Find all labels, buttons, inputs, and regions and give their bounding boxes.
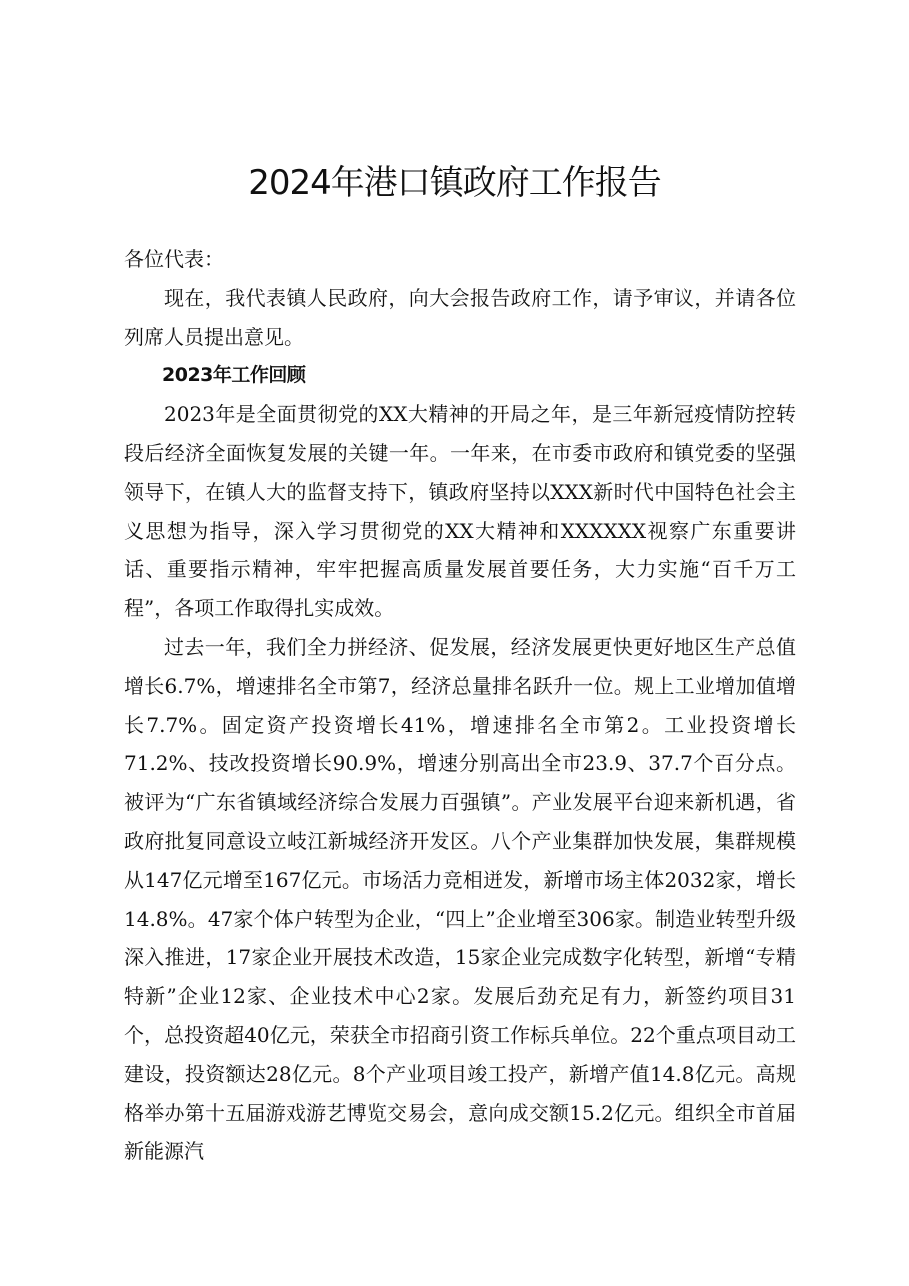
intro-paragraph: 现在，我代表镇人民政府，向大会报告政府工作，请予审议，并请各位列席人员提出意见。 (124, 285, 796, 349)
body-paragraph-2: 过去一年，我们全力拼经济、促发展，经济发展更快更好地区生产总值增长6.7%，增速排名全市第7，经济总量排名跃升一位。规上工业增加值增长7.7%。固定资产投资增长41%，增速排名全市第2。工业投资增长71.2%、技改投资增长90.9%，增速分别高出全市23.9、37.7个百分点。被评为“广东省镇域经济综合发展力百强镇”。产业发展平台迎来新机遇，省政府批复同意设立岐江新城经济开发区。八个产业集群加快发展，集群规模从147亿元增至167亿元。市场活力竞相迸发，新增市场主体2032家，增长14.8%。47家个体户转型为企业，“四上”企业增至306家。制造业转型升级深入推进，17家企业开展技术改造，15家企业完成数字化转型，新增“专精特新”企业12家、企业技术中心2家。发展后劲充足有力，新签约项目31个，总投资超40亿元，荣获全市招商引资工作标兵单位。22个重点项目动工建设，投资额达28亿元。8个产业项目竣工投产，新增产值14.8亿元。高规格举办第十五届游戏游艺博览交易会，意向成交额15.2亿元。组织全市首届新能源汽 (124, 634, 796, 1164)
body-paragraph-1: 2023年是全面贯彻党的XX大精神的开局之年，是三年新冠疫情防控转段后经济全面恢复发展的关键一年。一年来，在市委市政府和镇党委的坚强领导下，在镇人大的监督支持下，镇政府坚持以XXX新时代中国特色社会主义思想为指导，深入学习贯彻党的XX大精神和XXXXXX视察广东重要讲话、重要指示精神，牢牢把握高质量发展首要任务，大力实施“百千万工程”，各项工作取得扎实成效。 (124, 402, 796, 621)
document-body (124, 240, 796, 1171)
salutation: 各位代表： (124, 247, 224, 271)
document-title: 2024年港口镇政府工作报告 (248, 163, 661, 203)
section-heading: 2023年工作回顾 (162, 364, 306, 387)
